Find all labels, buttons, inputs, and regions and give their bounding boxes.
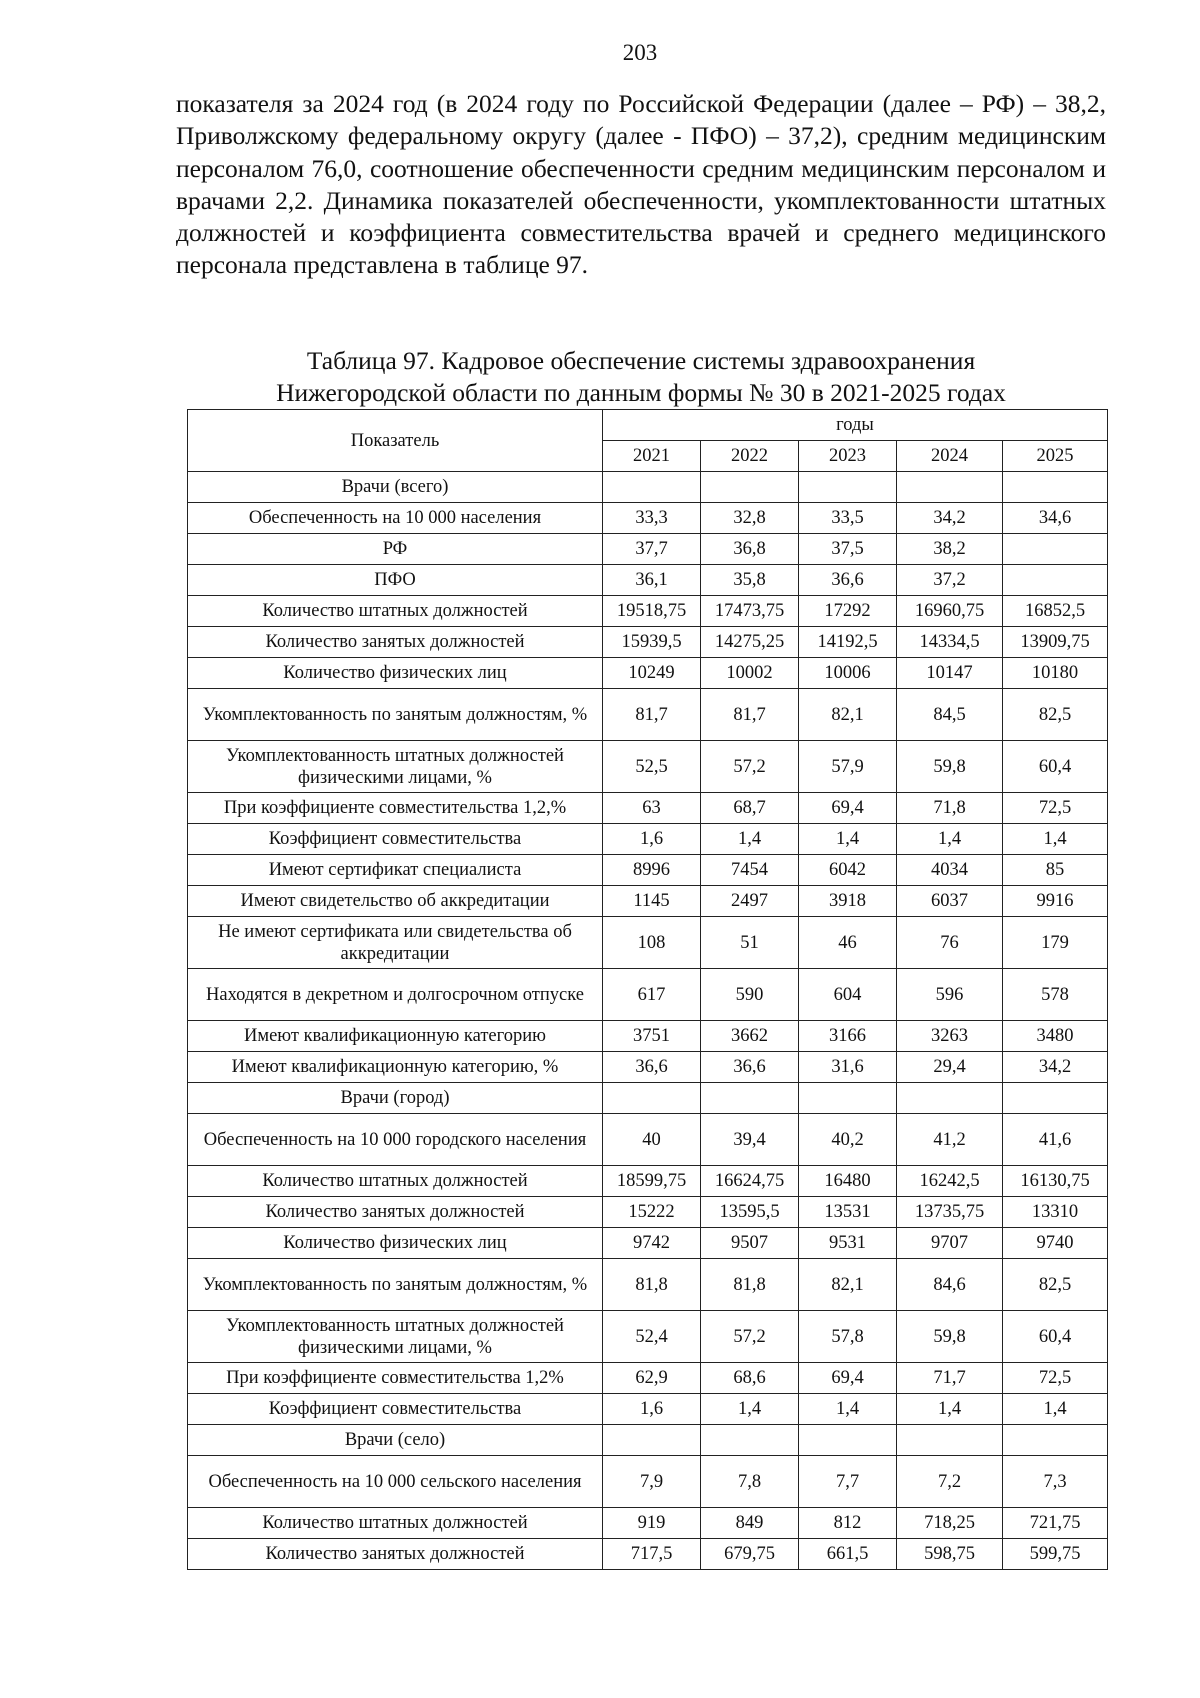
- row-label: Укомплектованность по занятым должностям, %: [188, 1259, 603, 1311]
- row-value: 3918: [799, 886, 897, 917]
- row-value: [799, 472, 897, 503]
- row-value: 16130,75: [1003, 1166, 1108, 1197]
- row-value: 2497: [701, 886, 799, 917]
- table-row: [188, 741, 1108, 793]
- row-value: [1003, 1083, 1108, 1114]
- table-caption-line-2: Нижегородской области по данным формы № 30 в 2021-2025 годах: [276, 378, 1006, 407]
- row-value: 10249: [603, 658, 701, 689]
- row-value: 598,75: [897, 1539, 1003, 1570]
- row-label: Количество штатных должностей: [188, 1166, 603, 1197]
- row-value: 84,6: [897, 1259, 1003, 1311]
- row-value: 7,9: [603, 1456, 701, 1508]
- row-label: Врачи (село): [188, 1425, 603, 1456]
- table-row: [188, 1425, 1108, 1456]
- intro-paragraph: показателя за 2024 год (в 2024 году по Российской Федерации (далее – РФ) – 38,2, Приволжскому федеральному округу (далее - ПФО) – 37,2), средним медицинским персоналом 76,0, соотношение обеспеченности средним медицинским персоналом и врачами 2,2. Динамика показателей обеспеченности, укомплектованности штатных должностей и коэффициента совместительства врачей и среднего медицинского персонала представлена в таблице 97.: [176, 89, 1106, 280]
- row-value: 3166: [799, 1021, 897, 1052]
- row-label: Имеют сертификат специалиста: [188, 855, 603, 886]
- table-row: [188, 1456, 1108, 1508]
- row-value: 1,4: [701, 1394, 799, 1425]
- row-value: 13735,75: [897, 1197, 1003, 1228]
- row-value: 82,5: [1003, 1259, 1108, 1311]
- table-row: [188, 1052, 1108, 1083]
- table-row: [188, 689, 1108, 741]
- row-value: 812: [799, 1508, 897, 1539]
- row-value: 590: [701, 969, 799, 1021]
- table-row: [188, 1228, 1108, 1259]
- row-value: 617: [603, 969, 701, 1021]
- row-value: 1145: [603, 886, 701, 917]
- row-value: 36,1: [603, 565, 701, 596]
- row-value: 59,8: [897, 1311, 1003, 1363]
- row-value: 46: [799, 917, 897, 969]
- row-value: 76: [897, 917, 1003, 969]
- row-label: Укомплектованность штатных должностей физическими лицами, %: [188, 1311, 603, 1363]
- row-value: [1003, 534, 1108, 565]
- row-value: 62,9: [603, 1363, 701, 1394]
- row-label: Количество занятых должностей: [188, 1539, 603, 1570]
- row-value: 9707: [897, 1228, 1003, 1259]
- row-value: 18599,75: [603, 1166, 701, 1197]
- row-value: 16242,5: [897, 1166, 1003, 1197]
- row-value: 69,4: [799, 1363, 897, 1394]
- row-value: 1,4: [897, 824, 1003, 855]
- row-value: 57,2: [701, 1311, 799, 1363]
- page-number: 203: [622, 40, 658, 65]
- table-row: [188, 1508, 1108, 1539]
- row-value: 52,4: [603, 1311, 701, 1363]
- row-value: 34,6: [1003, 503, 1108, 534]
- row-value: 596: [897, 969, 1003, 1021]
- row-value: 849: [701, 1508, 799, 1539]
- row-value: 81,7: [701, 689, 799, 741]
- row-value: 37,2: [897, 565, 1003, 596]
- row-value: [701, 472, 799, 503]
- row-value: 14334,5: [897, 627, 1003, 658]
- table-row: [188, 1259, 1108, 1311]
- row-value: 34,2: [1003, 1052, 1108, 1083]
- row-value: 16624,75: [701, 1166, 799, 1197]
- row-value: 1,4: [799, 1394, 897, 1425]
- row-value: 13310: [1003, 1197, 1108, 1228]
- row-value: 57,9: [799, 741, 897, 793]
- row-value: 85: [1003, 855, 1108, 886]
- row-label: Укомплектованность штатных должностей физическими лицами, %: [188, 741, 603, 793]
- row-value: 57,8: [799, 1311, 897, 1363]
- row-value: 41,6: [1003, 1114, 1108, 1166]
- row-value: 7454: [701, 855, 799, 886]
- row-value: 35,8: [701, 565, 799, 596]
- row-value: 13909,75: [1003, 627, 1108, 658]
- row-label: РФ: [188, 534, 603, 565]
- row-value: [897, 472, 1003, 503]
- row-label: Количество штатных должностей: [188, 1508, 603, 1539]
- row-value: 84,5: [897, 689, 1003, 741]
- row-label: Коэффициент совместительства: [188, 824, 603, 855]
- row-label: При коэффициенте совместительства 1,2,%: [188, 793, 603, 824]
- table-row: [188, 1363, 1108, 1394]
- row-value: [799, 1425, 897, 1456]
- row-value: 599,75: [1003, 1539, 1108, 1570]
- row-value: 14192,5: [799, 627, 897, 658]
- row-value: 31,6: [799, 1052, 897, 1083]
- row-value: 36,6: [701, 1052, 799, 1083]
- staffing-table: [187, 409, 1108, 1570]
- row-value: 7,8: [701, 1456, 799, 1508]
- row-value: 37,5: [799, 534, 897, 565]
- row-label: Находятся в декретном и долгосрочном отпуске: [188, 969, 603, 1021]
- table-row: [188, 534, 1108, 565]
- row-value: [1003, 1425, 1108, 1456]
- table-row: [188, 855, 1108, 886]
- row-value: 39,4: [701, 1114, 799, 1166]
- row-value: 1,6: [603, 1394, 701, 1425]
- row-value: 3263: [897, 1021, 1003, 1052]
- row-value: 9531: [799, 1228, 897, 1259]
- table-row: [188, 1083, 1108, 1114]
- row-value: 1,4: [897, 1394, 1003, 1425]
- row-value: 179: [1003, 917, 1108, 969]
- row-value: 36,6: [799, 565, 897, 596]
- row-value: 32,8: [701, 503, 799, 534]
- row-value: [799, 1083, 897, 1114]
- row-label: Не имеют сертификата или свидетельства об аккредитации: [188, 917, 603, 969]
- row-label: Врачи (город): [188, 1083, 603, 1114]
- row-value: 41,2: [897, 1114, 1003, 1166]
- header-year: 2022: [701, 441, 799, 472]
- row-value: 57,2: [701, 741, 799, 793]
- row-value: 6042: [799, 855, 897, 886]
- row-value: 71,8: [897, 793, 1003, 824]
- row-value: 10002: [701, 658, 799, 689]
- row-value: 17292: [799, 596, 897, 627]
- row-value: [701, 1425, 799, 1456]
- table-row: [188, 886, 1108, 917]
- row-value: 7,2: [897, 1456, 1003, 1508]
- table-row: [188, 1311, 1108, 1363]
- row-value: [1003, 565, 1108, 596]
- table-row: [188, 596, 1108, 627]
- table-row: [188, 565, 1108, 596]
- row-label: Имеют свидетельство об аккредитации: [188, 886, 603, 917]
- row-value: 52,5: [603, 741, 701, 793]
- row-value: 69,4: [799, 793, 897, 824]
- row-value: 68,7: [701, 793, 799, 824]
- table-row: [188, 1197, 1108, 1228]
- table-row: [188, 627, 1108, 658]
- row-label: Количество физических лиц: [188, 658, 603, 689]
- row-value: 919: [603, 1508, 701, 1539]
- header-indicator: Показатель: [188, 410, 603, 472]
- row-value: 108: [603, 917, 701, 969]
- row-value: 82,5: [1003, 689, 1108, 741]
- table-row: [188, 917, 1108, 969]
- row-value: [603, 1425, 701, 1456]
- row-value: 16960,75: [897, 596, 1003, 627]
- row-value: 71,7: [897, 1363, 1003, 1394]
- row-value: [603, 1083, 701, 1114]
- row-value: 16480: [799, 1166, 897, 1197]
- row-value: 717,5: [603, 1539, 701, 1570]
- row-value: 8996: [603, 855, 701, 886]
- row-value: 60,4: [1003, 741, 1108, 793]
- row-value: 9916: [1003, 886, 1108, 917]
- table-row: [188, 969, 1108, 1021]
- row-label: Коэффициент совместительства: [188, 1394, 603, 1425]
- table-row: [188, 793, 1108, 824]
- row-label: Количество физических лиц: [188, 1228, 603, 1259]
- row-value: [897, 1083, 1003, 1114]
- row-value: 721,75: [1003, 1508, 1108, 1539]
- row-value: 34,2: [897, 503, 1003, 534]
- row-value: 38,2: [897, 534, 1003, 565]
- table-row: [188, 472, 1108, 503]
- row-value: [603, 472, 701, 503]
- row-value: 3480: [1003, 1021, 1108, 1052]
- row-value: 9507: [701, 1228, 799, 1259]
- row-value: 1,4: [1003, 824, 1108, 855]
- row-value: 33,3: [603, 503, 701, 534]
- row-value: 3751: [603, 1021, 701, 1052]
- table-caption-line-1: Таблица 97. Кадровое обеспечение системы здравоохранения: [306, 346, 976, 375]
- row-value: 81,7: [603, 689, 701, 741]
- table-row: [188, 503, 1108, 534]
- table-row: [188, 1394, 1108, 1425]
- row-value: 13595,5: [701, 1197, 799, 1228]
- row-value: 37,7: [603, 534, 701, 565]
- row-value: 17473,75: [701, 596, 799, 627]
- table-row: [188, 1021, 1108, 1052]
- row-value: 81,8: [701, 1259, 799, 1311]
- row-label: Количество занятых должностей: [188, 627, 603, 658]
- row-value: 718,25: [897, 1508, 1003, 1539]
- row-value: 60,4: [1003, 1311, 1108, 1363]
- row-value: [897, 1425, 1003, 1456]
- row-value: 63: [603, 793, 701, 824]
- row-value: 14275,25: [701, 627, 799, 658]
- row-label: Имеют квалификационную категорию, %: [188, 1052, 603, 1083]
- table-row: [188, 824, 1108, 855]
- row-value: 33,5: [799, 503, 897, 534]
- table-caption: [176, 345, 1106, 409]
- row-value: 10147: [897, 658, 1003, 689]
- row-value: 51: [701, 917, 799, 969]
- row-value: 7,3: [1003, 1456, 1108, 1508]
- row-label: Врачи (всего): [188, 472, 603, 503]
- row-value: 82,1: [799, 1259, 897, 1311]
- row-value: 1,4: [799, 824, 897, 855]
- row-value: 10006: [799, 658, 897, 689]
- row-value: [1003, 472, 1108, 503]
- row-value: 7,7: [799, 1456, 897, 1508]
- row-value: 9740: [1003, 1228, 1108, 1259]
- row-value: [701, 1083, 799, 1114]
- row-value: 29,4: [897, 1052, 1003, 1083]
- table-row: [188, 658, 1108, 689]
- row-value: 1,6: [603, 824, 701, 855]
- row-value: 3662: [701, 1021, 799, 1052]
- row-label: Количество занятых должностей: [188, 1197, 603, 1228]
- header-year: 2021: [603, 441, 701, 472]
- row-label: Количество штатных должностей: [188, 596, 603, 627]
- row-value: 15222: [603, 1197, 701, 1228]
- row-value: 13531: [799, 1197, 897, 1228]
- row-value: 661,5: [799, 1539, 897, 1570]
- row-value: 59,8: [897, 741, 1003, 793]
- row-value: 82,1: [799, 689, 897, 741]
- row-label: ПФО: [188, 565, 603, 596]
- row-value: 578: [1003, 969, 1108, 1021]
- row-value: 4034: [897, 855, 1003, 886]
- row-value: 679,75: [701, 1539, 799, 1570]
- header-year: 2025: [1003, 441, 1108, 472]
- row-label: При коэффициенте совместительства 1,2%: [188, 1363, 603, 1394]
- row-label: Укомплектованность по занятым должностям, %: [188, 689, 603, 741]
- row-value: 604: [799, 969, 897, 1021]
- row-label: Обеспеченность на 10 000 сельского населения: [188, 1456, 603, 1508]
- header-year: 2023: [799, 441, 897, 472]
- header-year: 2024: [897, 441, 1003, 472]
- row-value: 72,5: [1003, 793, 1108, 824]
- row-value: 68,6: [701, 1363, 799, 1394]
- row-value: 36,6: [603, 1052, 701, 1083]
- row-value: 40: [603, 1114, 701, 1166]
- row-value: 16852,5: [1003, 596, 1108, 627]
- row-value: 15939,5: [603, 627, 701, 658]
- table-row: [188, 1166, 1108, 1197]
- table-row: [188, 1114, 1108, 1166]
- row-value: 19518,75: [603, 596, 701, 627]
- row-label: Имеют квалификационную категорию: [188, 1021, 603, 1052]
- row-label: Обеспеченность на 10 000 населения: [188, 503, 603, 534]
- row-value: 36,8: [701, 534, 799, 565]
- table-row: [188, 1539, 1108, 1570]
- row-label: Обеспеченность на 10 000 городского населения: [188, 1114, 603, 1166]
- row-value: 1,4: [1003, 1394, 1108, 1425]
- row-value: 9742: [603, 1228, 701, 1259]
- row-value: 1,4: [701, 824, 799, 855]
- row-value: 6037: [897, 886, 1003, 917]
- row-value: 72,5: [1003, 1363, 1108, 1394]
- row-value: 10180: [1003, 658, 1108, 689]
- header-years-group: годы: [603, 410, 1108, 441]
- row-value: 81,8: [603, 1259, 701, 1311]
- row-value: 40,2: [799, 1114, 897, 1166]
